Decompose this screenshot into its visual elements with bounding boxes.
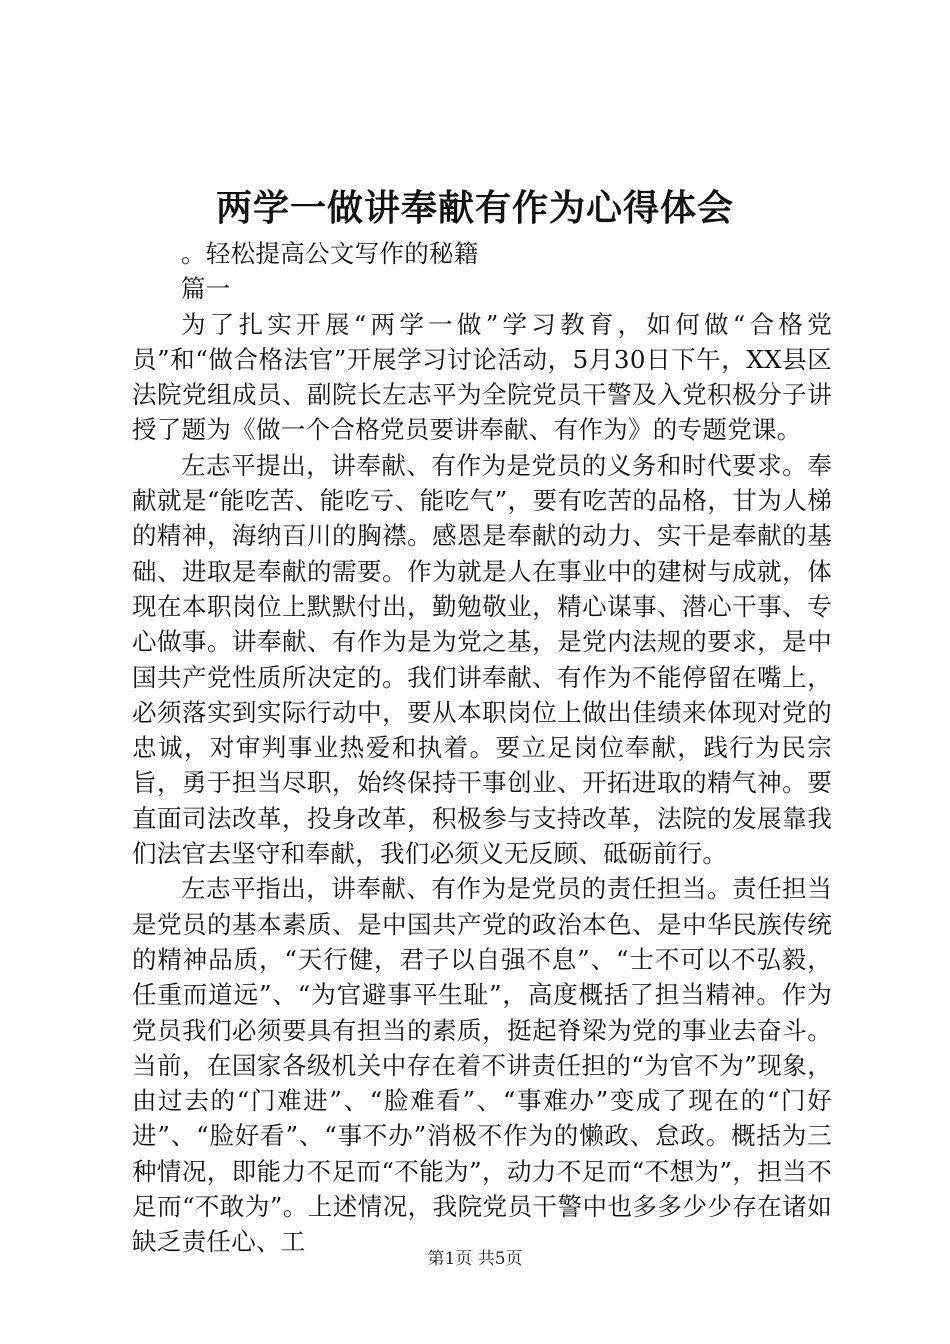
paragraph: 为了扎实开展“两学一做”学习教育，如何做“合格党员”和“做合格法官”开展学习讨论活动，5月30日下午，XX县区法院党组成员、副院长左志平为全院党员干警及入党积极分子讲授了题为《做一个合格党员要讲奉献、有作为》的专题党课。 [132,309,832,445]
subtitle-line: 。轻松提高公文写作的秘籍 [181,239,479,268]
page-footer: 第1页 共5页 [427,1249,523,1269]
section-label: 篇一 [181,274,231,304]
document-body [132,236,832,1260]
paragraph: 左志平指出，讲奉献、有作为是党员的责任担当。责任担当是党员的基本素质、是中国共产党的政治本色、是中华民族传统的精神品质，“天行健，君子以自强不息”、“士不可以不弘毅，任重而道远”、“为官避事平生耻”，高度概括了担当精神。作为党员我们必须要具有担当的素质，挺起脊梁为党的事业去奋斗。当前，在国家各级机关中存在着不讲责任担的“为官不为”现象，由过去的“门难进”、“脸难看”、“事难办”变成了现在的“门好进”、“脸好看”、“事不办”消极不作为的懒政、怠政。概括为三种情况，即能力不足而“不能为”，动力不足而“不想为”，担当不足而“不敢为”。上述情况，我院党员干警中也多多少少存在诸如缺乏责任心、工 [132,874,832,1257]
paragraph: 左志平提出，讲奉献、有作为是党员的义务和时代要求。奉献就是“能吃苦、能吃亏、能吃气”，要有吃苦的品格，甘为人梯的精神，海纳百川的胸襟。感恩是奉献的动力、实干是奉献的基础、进取是奉献的需要。作为就是人在事业中的建树与成就，体现在本职岗位上默默付出，勤勉敬业，精心谋事、潜心干事、专心做事。讲奉献、有作为是为党之基，是党内法规的要求，是中国共产党性质所决定的。我们讲奉献、有作为不能停留在嘴上，必须落实到实际行动中，要从本职岗位上做出佳绩来体现对党的忠诚，对审判事业热爱和执着。要立足岗位奉献，践行为民宗旨，勇于担当尽职，始终保持干事创业、开拓进取的精气神。要直面司法改革，投身改革，积极参与支持改革，法院的发展靠我们法官去坚守和奉献，我们必须义无反顾、砥砺前行。 [132,450,832,869]
document-title: 两学一做讲奉献有作为心得体会 [215,187,734,229]
